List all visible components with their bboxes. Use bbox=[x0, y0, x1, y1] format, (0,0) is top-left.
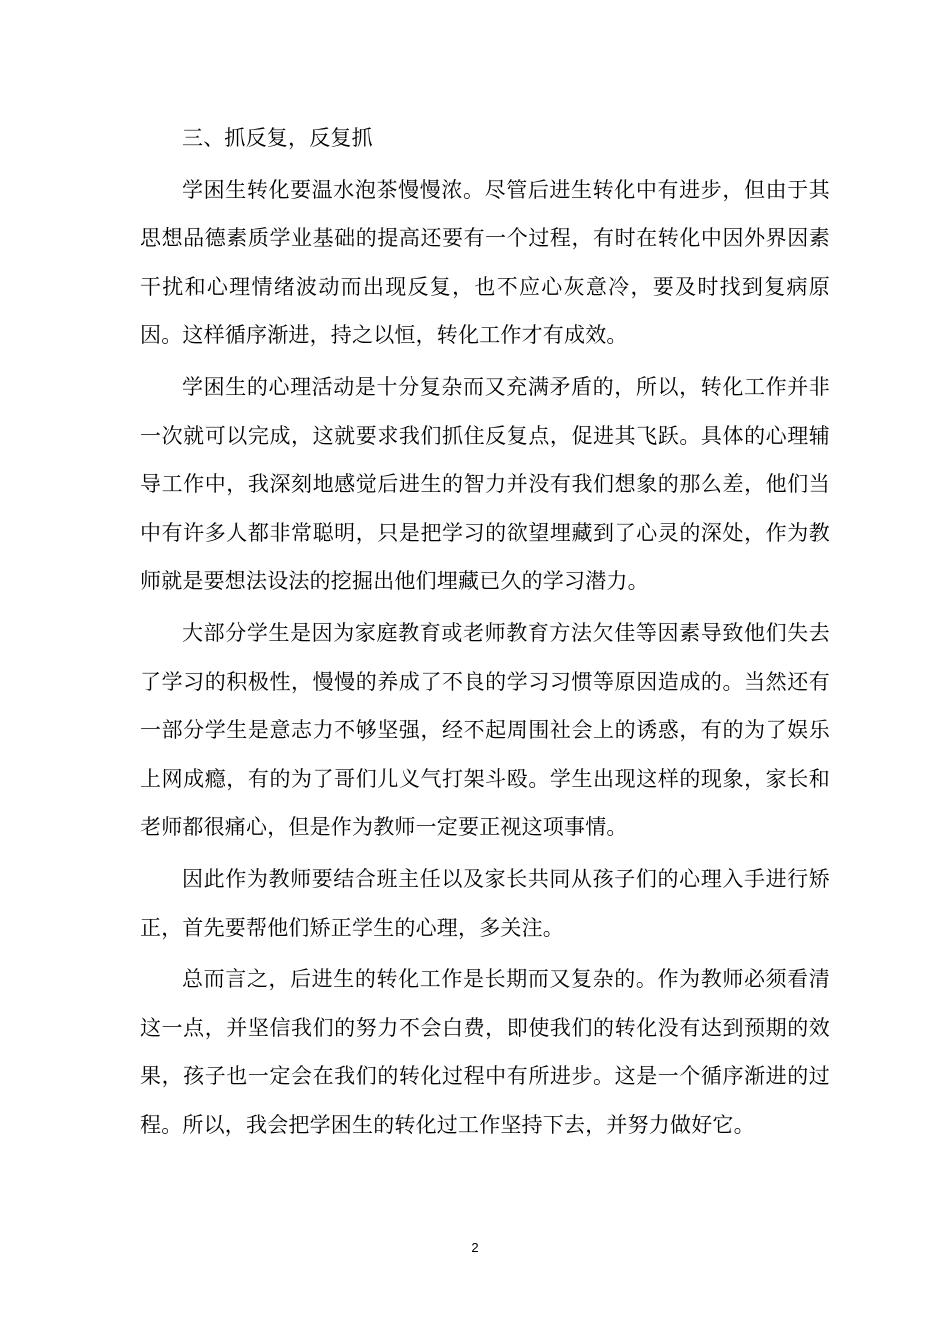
section-heading: 三、抓反复，反复抓 bbox=[182, 126, 373, 150]
page-number: 2 bbox=[471, 1240, 479, 1255]
page-content bbox=[140, 114, 830, 1149]
paragraph-5: 总而言之，后进生的转化工作是长期而又复杂的。作为教师必须看清这一点，并坚信我们的努力不会白费，即使我们的转化没有达到预期的效果，孩子也一定会在我们的转化过程中有所进步。这是一个循序渐进的过程。所以，我会把学困生的转化过工作坚持下去，并努力做好它。 bbox=[140, 967, 830, 1137]
paragraph-1: 学困生转化要温水泡茶慢慢浓。尽管后进生转化中有进步，但由于其思想品德素质学业基础的提高还要有一个过程，有时在转化中因外界因素干扰和心理情绪波动而出现反复，也不应心灰意冷，要及时找到复病原因。这样循序渐进，持之以恒，转化工作才有成效。 bbox=[140, 177, 830, 348]
paragraph-3: 大部分学生是因为家庭教育或老师教育方法欠佳等因素导致他们失去了学习的积极性，慢慢的养成了不良的学习习惯等原因造成的。当然还有一部分学生是意志力不够坚强，经不起周围社会上的诱惑，有的为了娱乐上网成瘾，有的为了哥们儿义气打架斗殴。学生出现这样的现象，家长和老师都很痛心，但是作为教师一定要正视这项事情。 bbox=[140, 620, 830, 840]
paragraph-4: 因此作为教师要结合班主任以及家长共同从孩子们的心理入手进行矫正，首先要帮他们矫正学生的心理，多关注。 bbox=[140, 866, 830, 940]
paragraph-2: 学困生的心理活动是十分复杂而又充满矛盾的，所以，转化工作并非一次就可以完成，这就要求我们抓住反复点，促进其飞跃。具体的心理辅导工作中，我深刻地感觉后进生的智力并没有我们想象的那么差，他们当中有许多人都非常聪明，只是把学习的欲望埋藏到了心灵的深处，作为教师就是要想法设法的挖掘出他们埋藏已久的学习潜力。 bbox=[140, 374, 830, 594]
